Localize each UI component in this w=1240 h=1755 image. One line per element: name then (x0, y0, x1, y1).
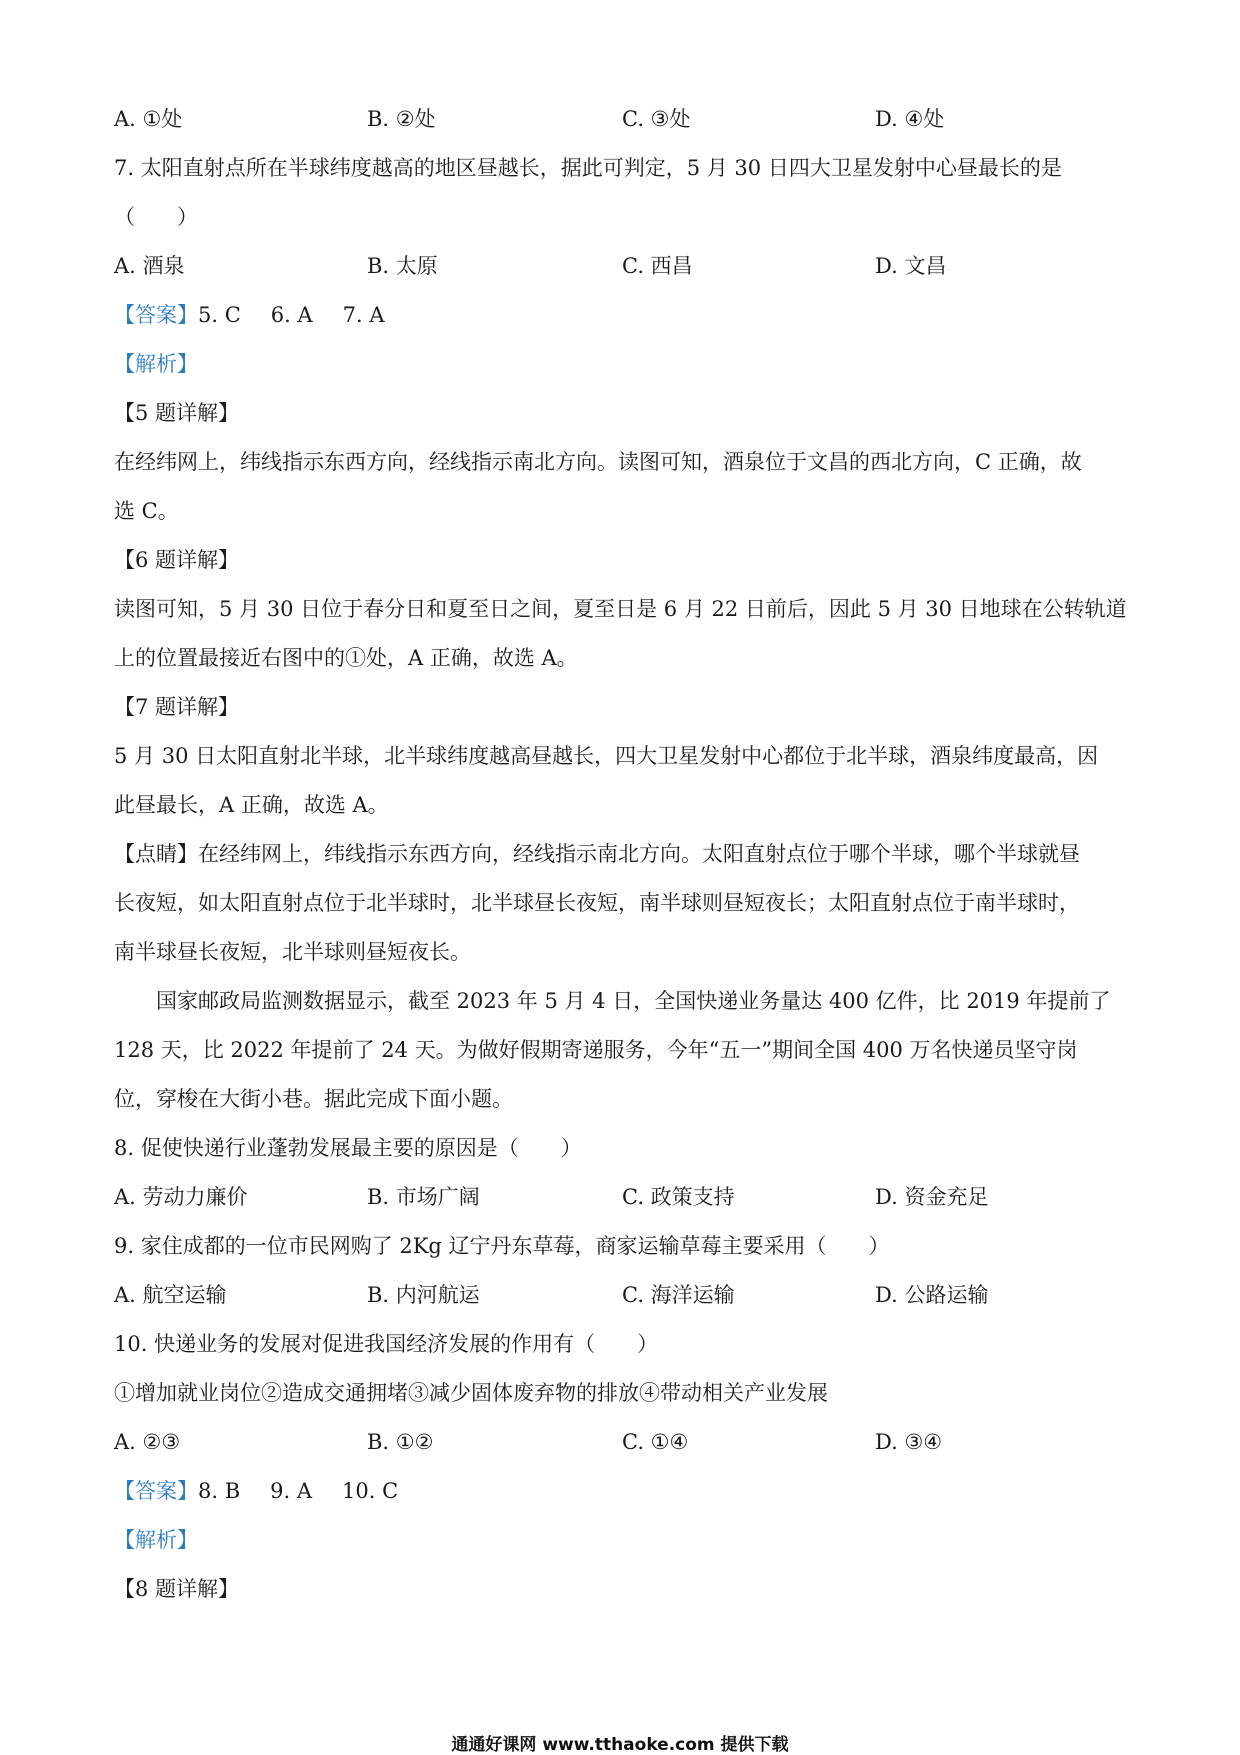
tip-text: 南半球昼长夜短，北半球则昼短夜长。 (114, 940, 471, 964)
q7-option-b: B. 太原 (367, 254, 438, 278)
q10-choices: ①增加就业岗位②造成交通拥堵③减少固体废弃物的排放④带动相关产业发展 (114, 1381, 828, 1405)
q6-option-d: D. ④处 (875, 107, 945, 131)
q6-options (114, 104, 1134, 134)
q7-detail-text: 此昼最长，A 正确，故选 A。 (114, 793, 389, 817)
tip-text: 长夜短，如太阳直射点位于北半球时，北半球昼长夜短，南半球则昼短夜长；太阳直射点位于南半球时， (114, 891, 1080, 915)
tip-paragraph (114, 839, 1134, 869)
q9-options (114, 1280, 1134, 1310)
q9-option-d: D. 公路运输 (875, 1283, 989, 1307)
q8-option-b: B. 市场广阔 (367, 1185, 480, 1209)
q7-stem: 7. 太阳直射点所在半球纬度越高的地区昼越长，据此可判定，5 月 30 日四大卫星发射中心昼最长的是 (114, 156, 1062, 180)
q6-detail-heading: 【6 题详解】 (114, 548, 240, 572)
q7-option-c: C. 西昌 (622, 254, 693, 278)
q10-option-d: D. ③④ (875, 1430, 943, 1454)
q6-option-c: C. ③处 (622, 107, 691, 131)
q8-option-c: C. 政策支持 (622, 1185, 735, 1209)
answer-item: 5. C (198, 303, 241, 327)
q8-stem: 8. 促使快递行业蓬勃发展最主要的原因是（ ） (114, 1136, 582, 1160)
q7-detail-heading: 【7 题详解】 (114, 695, 240, 719)
q7-options (114, 251, 1134, 281)
q9-option-a: A. 航空运输 (114, 1283, 227, 1307)
q5-detail-text: 在经纬网上，纬线指示东西方向，经线指示南北方向。读图可知，酒泉位于文昌的西北方向，C 正确，故 (114, 450, 1082, 474)
q10-option-c: C. ①④ (622, 1430, 689, 1454)
q6-detail-text: 读图可知，5 月 30 日位于春分日和夏至日之间，夏至日是 6 月 22 日前后，因此 5 月 30 日地球在公转轨道 (114, 597, 1127, 621)
answer-item: 8. B (198, 1479, 241, 1503)
passage-text: 国家邮政局监测数据显示，截至 2023 年 5 月 4 日，全国快递业务量达 400 亿件，比 2019 年提前了 (156, 989, 1111, 1013)
q8-detail-heading: 【8 题详解】 (114, 1577, 240, 1601)
q9-stem: 9. 家住成都的一位市民网购了 2Kg 辽宁丹东草莓，商家运输草莓主要采用（ ） (114, 1234, 890, 1258)
answer-item: 10. C (342, 1479, 399, 1503)
footer-watermark: 通通好课网 www.tthaoke.com 提供下载 (451, 1735, 789, 1755)
q6-detail-text: 上的位置最接近右图中的①处，A 正确，故选 A。 (114, 646, 578, 670)
passage-text: 128 天，比 2022 年提前了 24 天。为做好假期寄递服务，今年“五一”期间全国 400 万名快递员坚守岗 (114, 1038, 1078, 1062)
q10-stem: 10. 快递业务的发展对促进我国经济发展的作用有（ ） (114, 1332, 659, 1356)
answer-item: 7. A (342, 303, 385, 327)
answer-label: 【答案】 (114, 303, 198, 327)
q10-options (114, 1427, 1134, 1457)
q5-detail-heading: 【5 题详解】 (114, 401, 240, 425)
tip-heading: 【点睛】 (114, 842, 198, 866)
answer-item: 9. A (270, 1479, 313, 1503)
answer-line-1 (114, 300, 1134, 330)
q10-option-a: A. ②③ (114, 1430, 181, 1454)
q9-option-b: B. 内河航运 (367, 1283, 480, 1307)
q7-option-a: A. 酒泉 (114, 254, 185, 278)
q5-detail-text: 选 C。 (114, 499, 179, 523)
q8-options (114, 1182, 1134, 1212)
answer-label: 【答案】 (114, 1479, 198, 1503)
analysis-label: 【解析】 (114, 352, 198, 376)
answer-item: 6. A (270, 303, 313, 327)
analysis-label: 【解析】 (114, 1528, 198, 1552)
answer-line-2 (114, 1476, 1134, 1506)
q10-option-b: B. ①② (367, 1430, 434, 1454)
q8-option-a: A. 劳动力廉价 (114, 1185, 248, 1209)
q8-option-d: D. 资金充足 (875, 1185, 989, 1209)
q6-option-b: B. ②处 (367, 107, 436, 131)
q7-option-d: D. 文昌 (875, 254, 947, 278)
q9-option-c: C. 海洋运输 (622, 1283, 735, 1307)
q7-detail-text: 5 月 30 日太阳直射北半球，北半球纬度越高昼越长，四大卫星发射中心都位于北半球，酒泉纬度最高，因 (114, 744, 1099, 768)
tip-text: 在经纬网上，纬线指示东西方向，经线指示南北方向。太阳直射点位于哪个半球，哪个半球就昼 (198, 842, 1080, 866)
q7-paren: （ ） (114, 205, 198, 229)
passage-text: 位，穿梭在大街小巷。据此完成下面小题。 (114, 1087, 513, 1111)
q6-option-a: A. ①处 (114, 107, 183, 131)
